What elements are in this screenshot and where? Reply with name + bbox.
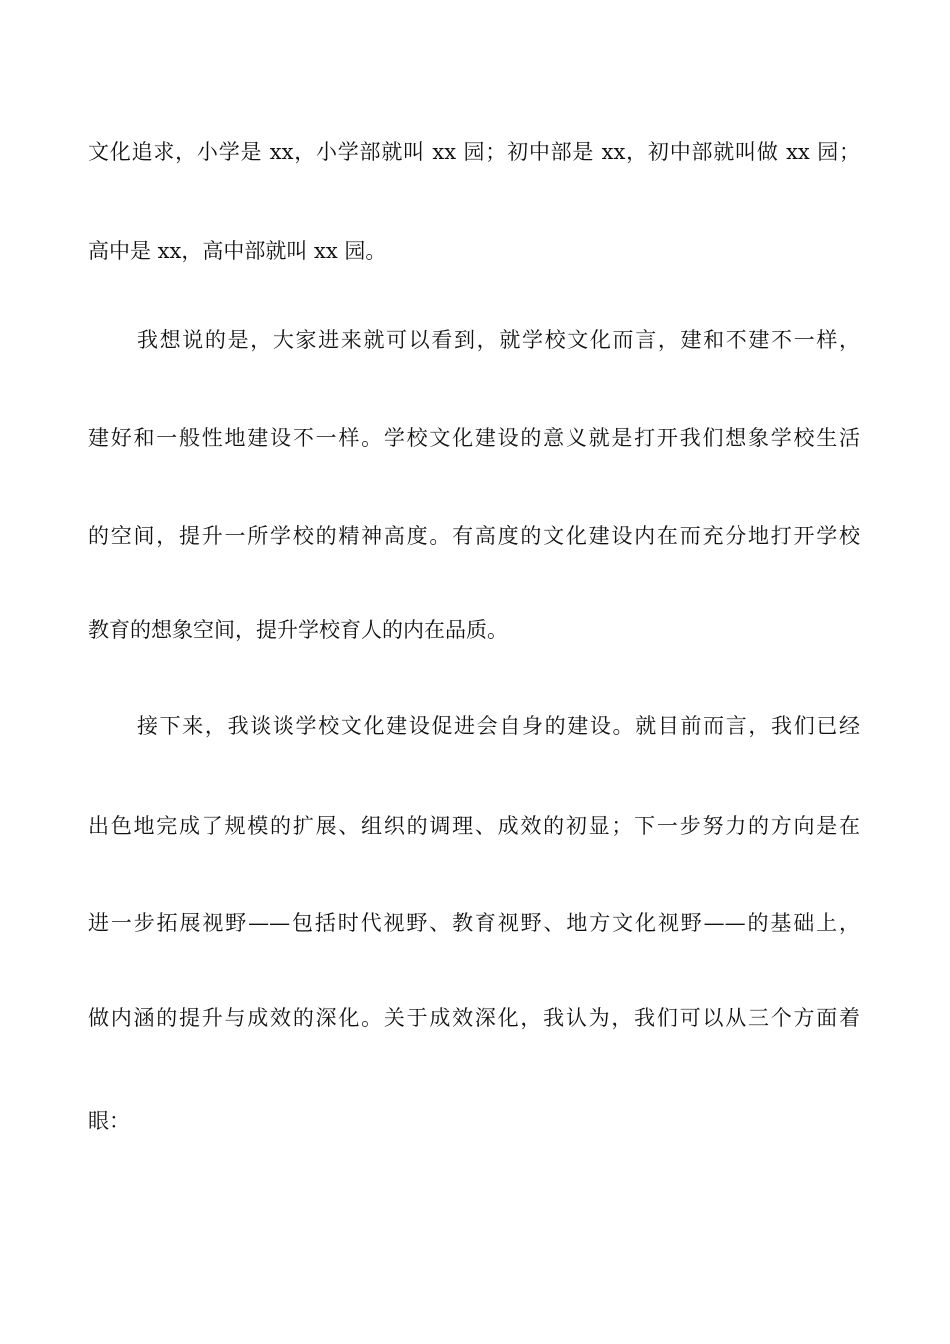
paragraph-line: 的空间，提升一所学校的精神高度。有高度的文化建设内在而充分地打开学校 — [88, 524, 860, 548]
paragraph-line: 眼： — [88, 1109, 130, 1133]
paragraph-line: 我想说的是，大家进来就可以看到，就学校文化而言，建和不建不一样， — [137, 328, 860, 352]
paragraph-line: 接下来，我谈谈学校文化建设促进会自身的建设。就目前而言，我们已经 — [137, 714, 860, 738]
paragraph-line: 文化追求，小学是 xx，小学部就叫 xx 园；初中部是 xx，初中部就叫做 xx 园； — [88, 140, 860, 164]
paragraph-line: 做内涵的提升与成效的深化。关于成效深化，我认为，我们可以从三个方面着 — [88, 1006, 860, 1030]
paragraph-line: 建好和一般性地建设不一样。学校文化建设的意义就是打开我们想象学校生活 — [88, 426, 860, 450]
paragraph-line: 进一步拓展视野——包括时代视野、教育视野、地方文化视野——的基础上， — [88, 911, 860, 935]
paragraph-line: 高中是 xx，高中部就叫 xx 园。 — [88, 239, 387, 263]
paragraph-line: 教育的想象空间，提升学校育人的内在品质。 — [88, 618, 508, 642]
paragraph-line: 出色地完成了规模的扩展、组织的调理、成效的初显；下一步努力的方向是在 — [88, 814, 860, 838]
